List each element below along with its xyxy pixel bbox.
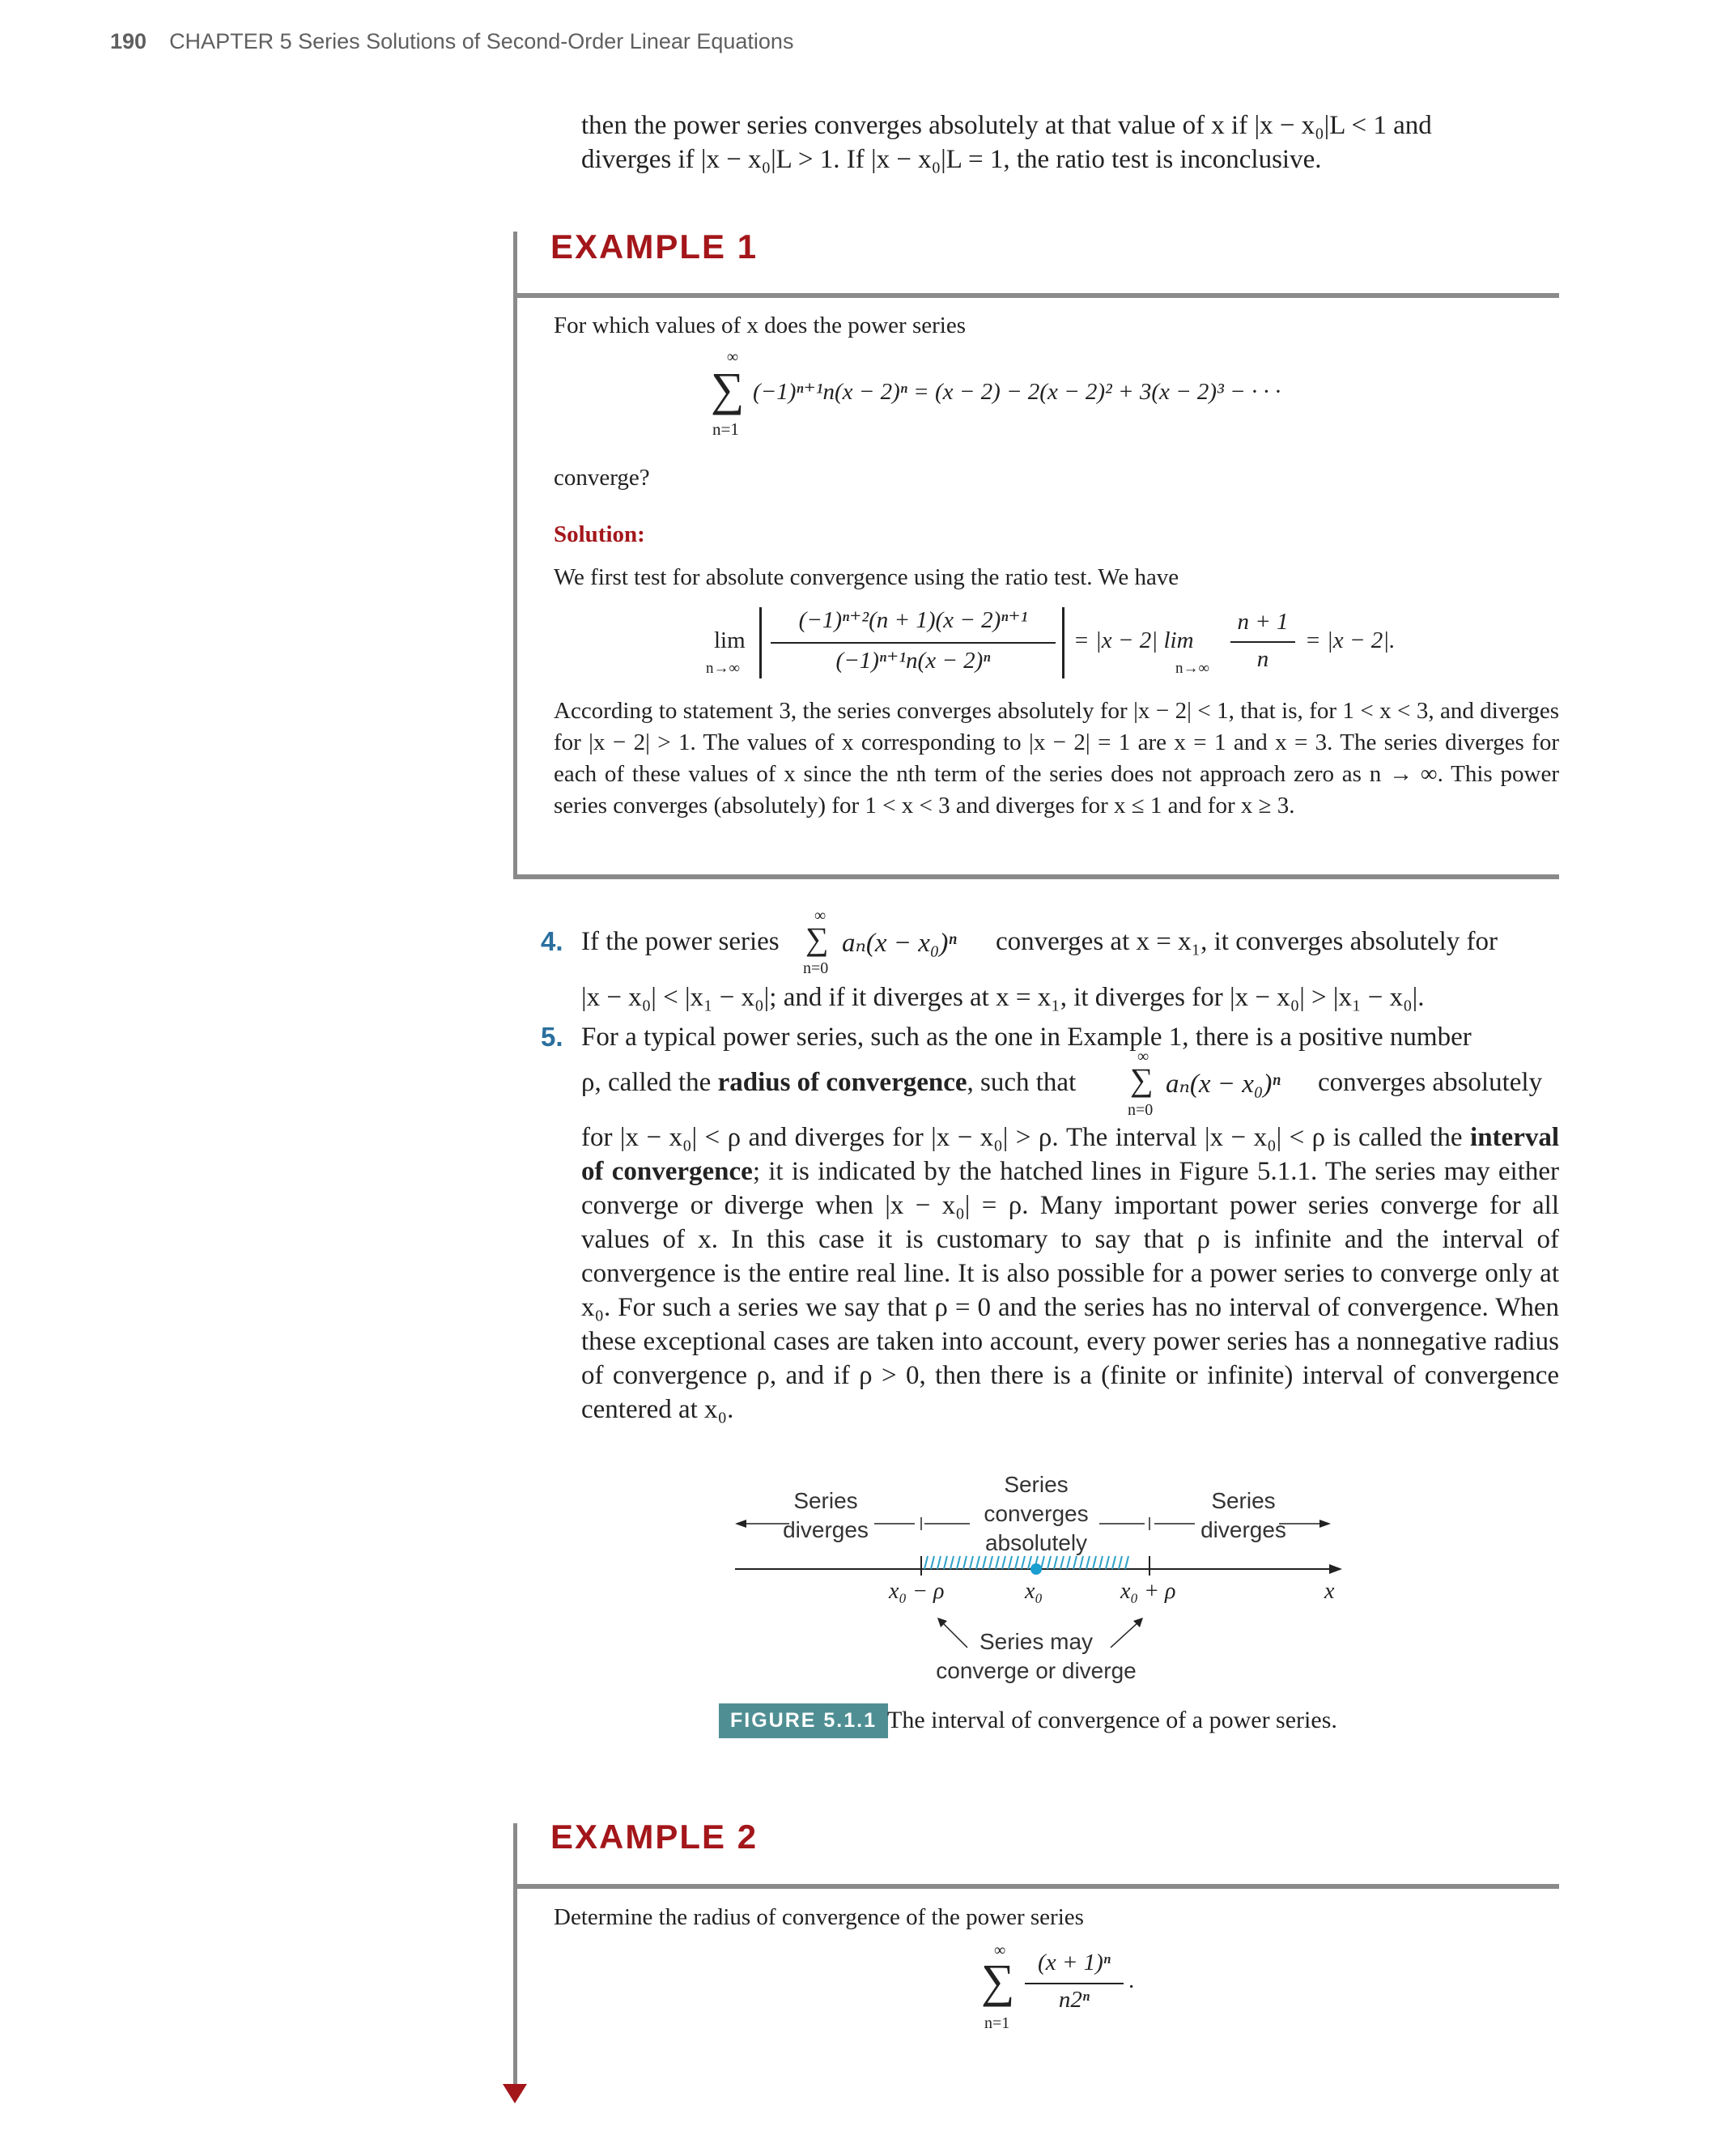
item5-sigma: ∑ <box>1130 1061 1154 1098</box>
ratio-denominator: (−1)ⁿ⁺¹n(x − 2)ⁿ <box>835 648 991 674</box>
item4-text-c: |x − x₀| < |x₁ − x₀|; and if it diverges at x = x₁, it diverges for |x − x₀| > |x₁ − x₀|. <box>581 983 1425 1012</box>
example2-title: EXAMPLE 2 <box>550 1818 759 1856</box>
ratio2-denominator: n <box>1256 646 1269 672</box>
item4-number: 4. <box>541 926 563 956</box>
example2-top-rule <box>513 1884 1559 1889</box>
item4-sum-body: aₙ(x − x₀)ⁿ <box>842 929 957 958</box>
series-lower-limit: n=1 <box>712 419 739 439</box>
axis-label-x: x <box>1324 1579 1335 1604</box>
item5-sum-body: aₙ(x − x₀)ⁿ <box>1166 1069 1281 1099</box>
item4-text-b: converges at x = x₁, it converges absolutely for <box>996 927 1498 956</box>
hatched-interval <box>924 1556 1128 1569</box>
item5-number: 5. <box>541 1022 563 1052</box>
example2-period: . <box>1128 1967 1135 1993</box>
continue-arrow-icon <box>503 2082 529 2107</box>
equation-middle: = |x − 2| lim <box>1073 627 1194 653</box>
example1-conclusion: According to statement 3, the series converges absolutely for |x − 2| < 1, that is, for 1 < x < 3, and diverges for |x − 2| > 1. The values of x corresponding to |x − 2| = 1 are x = 1 and x = 3. The series diverges for each of these values of x since the nth term of the series does not approach zero as n → ∞. This power series converges (absolutely) for 1 < x < 3 and diverges for x ≤ 1 and for x ≥ 3. <box>554 698 1559 819</box>
running-header <box>110 29 793 54</box>
interval-of-convergence-term: interval of convergence <box>581 1123 1560 1186</box>
center-point <box>1030 1563 1042 1575</box>
example2-left-bar <box>513 1823 517 2090</box>
item5-line2-b: , such that <box>967 1068 1077 1097</box>
item5-body-a: for |x − x₀| < ρ and diverges for |x − x₀| > ρ. The interval |x − x₀| < ρ is called the <box>581 1123 1463 1152</box>
item5-body-b: ; it is indicated by the hatched lines in Figure 5.1.1. The series may either converge or diverge when |x − x₀| = ρ. Many important power series converge for all values of x. In this case it is customary to say that ρ is infinite and the interval of convergence is the entire real line. It is also possible for a power series to converge only at x₀. For such a series we say that ρ = 0 and the series has no interval of convergence. When these exceptional cases are taken into account, every power series has a nonnegative radius of convergence ρ, and if ρ > 0, then there is a (finite or infinite) interval of convergence centered at x₀. <box>581 1157 1560 1424</box>
equation-end: = |x − 2|. <box>1305 627 1396 653</box>
abs-bar-left <box>759 607 762 678</box>
item5-line2-a: ρ, called the <box>581 1068 712 1097</box>
label-may-converge-or-diverge: Series may converge or diverge <box>936 1629 1137 1683</box>
item4-text-a: If the power series <box>581 927 780 956</box>
label-right-diverges: Series diverges <box>1200 1488 1286 1542</box>
lim-subscript-2: n→∞ <box>1175 660 1210 677</box>
tick-x0: x₀ <box>1025 1579 1043 1604</box>
example1-top-rule <box>513 293 1559 298</box>
page-number: 190 <box>110 29 147 53</box>
right-arrowhead <box>1319 1520 1331 1528</box>
item5-line1: For a typical power series, such as the one in Example 1, there is a positive number <box>581 1023 1472 1052</box>
example1-title: EXAMPLE 1 <box>550 228 759 266</box>
example2-denominator: n2ⁿ <box>1058 1987 1090 2013</box>
item5-sum-upper: ∞ <box>1137 1048 1149 1065</box>
left-arrowhead <box>735 1520 746 1528</box>
example1-converge: converge? <box>554 465 650 491</box>
figure-caption: The interval of convergence of a power series. <box>887 1707 1337 1733</box>
example1-question: For which values of x does the power series <box>554 313 966 338</box>
tick-x0-plus-rho: x₀ + ρ <box>1120 1579 1176 1604</box>
example2-sum-upper: ∞ <box>994 1941 1006 1959</box>
figure-badge: FIGURE 5.1.1 <box>719 1703 888 1738</box>
ratio2-fraction-bar <box>1230 641 1295 643</box>
example1-bottom-rule <box>513 874 1559 879</box>
label-converges-absolutely: Series converges absolutely <box>984 1472 1089 1555</box>
example2-fraction-bar <box>1025 1983 1124 1984</box>
ratio2-numerator: n + 1 <box>1237 609 1289 635</box>
item4-sum-lower: n=0 <box>803 959 829 977</box>
label-left-diverges: Series diverges <box>783 1488 869 1542</box>
intro-line-2: diverges if |x − x₀|L > 1. If |x − x₀|L = 1, the ratio test is inconclusive. <box>581 145 1322 174</box>
ratio-numerator: (−1)ⁿ⁺²(n + 1)(x − 2)ⁿ⁺¹ <box>798 607 1028 633</box>
sigma-symbol: ∑ <box>711 363 745 415</box>
solution-intro: We first test for absolute convergence using the ratio test. We have <box>554 564 1179 590</box>
chapter-title: CHAPTER 5 Series Solutions of Second-Order Linear Equations <box>169 29 794 53</box>
example2-sum-lower: n=1 <box>984 2014 1010 2032</box>
series-expression: (−1)ⁿ⁺¹n(x − 2)ⁿ = (x − 2) − 2(x − 2)² + 3(x − 2)³ − · · · <box>753 379 1281 405</box>
item5-line2-c: converges absolutely <box>1318 1068 1543 1097</box>
example2-sigma: ∑ <box>981 1954 1015 2007</box>
radius-of-convergence-term: radius of convergence <box>717 1068 967 1097</box>
example1-left-bar <box>513 232 517 879</box>
axis-arrowhead <box>1329 1564 1342 1574</box>
item5-line2 <box>581 1065 1076 1099</box>
series-upper-limit: ∞ <box>726 348 739 366</box>
example2-text: Determine the radius of convergence of the power series <box>554 1904 1084 1930</box>
item4-sigma: ∑ <box>805 921 829 957</box>
lim-subscript: n→∞ <box>706 660 741 677</box>
intro-line-1: then the power series converges absolutely at that value of x if |x − x₀|L < 1 and <box>581 111 1432 140</box>
item4-sum-upper: ∞ <box>814 907 827 925</box>
example2-numerator: (x + 1)ⁿ <box>1038 1950 1111 1975</box>
abs-bar-right <box>1062 607 1064 678</box>
solution-label: Solution: <box>554 521 645 547</box>
ratio-fraction-bar <box>771 642 1056 644</box>
lim-label: lim <box>714 627 746 653</box>
item5-body <box>581 1121 1559 1427</box>
tick-x0-minus-rho: x₀ − ρ <box>889 1579 945 1604</box>
item5-sum-lower: n=0 <box>1128 1101 1154 1119</box>
